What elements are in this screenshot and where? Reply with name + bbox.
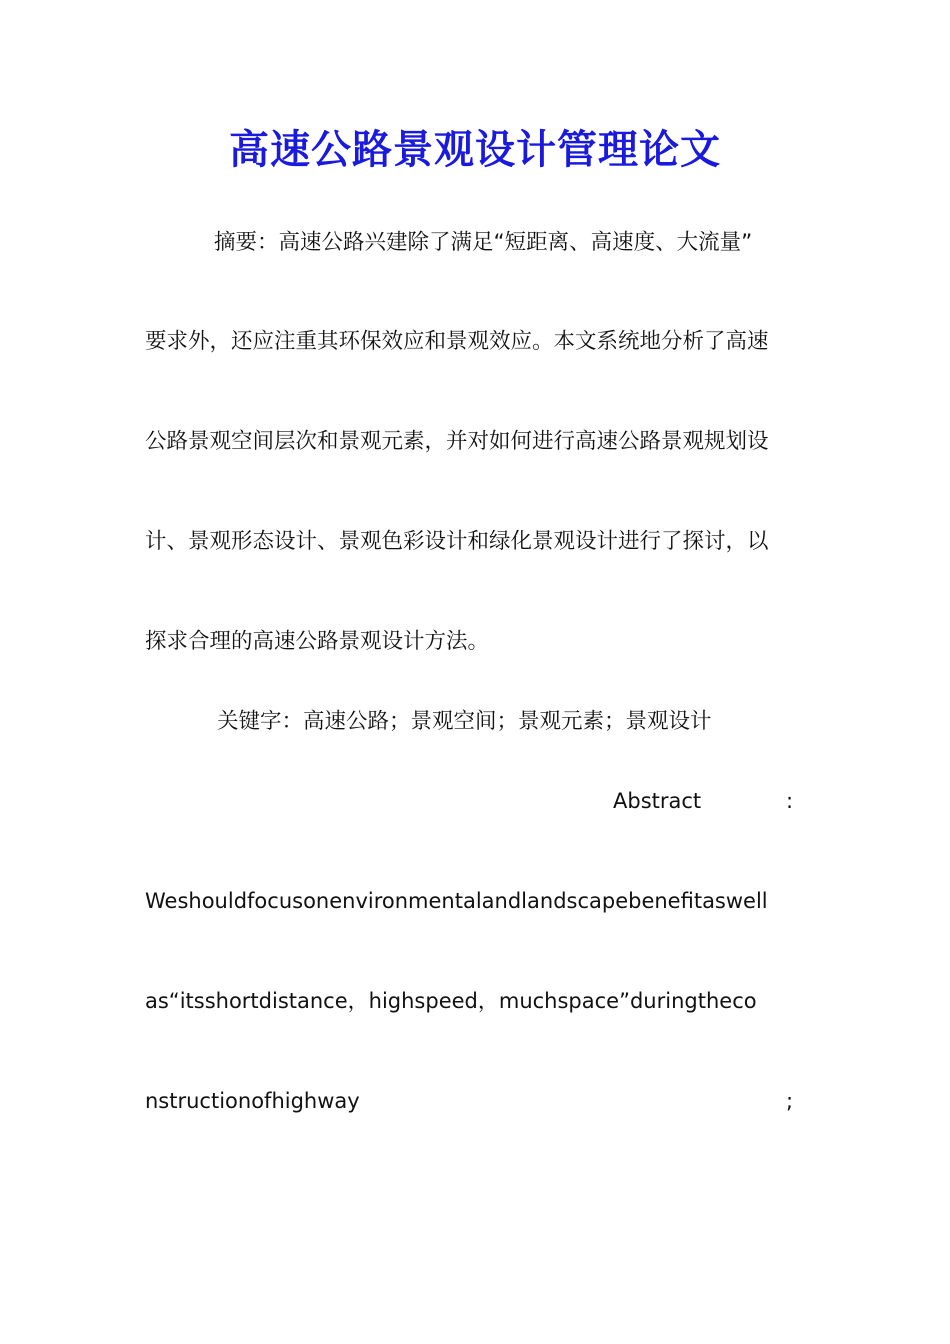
document-title: 高速公路景观设计管理论文 [229,126,721,173]
abstract-en-line-3: nstructionofhighway [145,1089,360,1113]
abstract-cn-line-2: 要求外，还应注重其环保效应和景观效应。本文系统地分析了高速 [145,329,769,354]
abstract-cn-line-5: 探求合理的高速公路景观设计方法。 [145,629,490,654]
abstract-cn-line-4: 计、景观形态设计、景观色彩设计和绿化景观设计进行了探讨，以 [145,529,769,554]
abstract-cn-line-1: 摘要：高速公路兴建除了满足“短距离、高速度、大流量” [214,230,753,255]
abstract-en-line-1: Weshouldfocusonenvironmentalandlandscapebenefitaswell [145,889,768,913]
abstract-en-semicolon: ; [786,1089,794,1113]
keywords-line: 关键字：高速公路；景观空间；景观元素；景观设计 [217,709,712,734]
abstract-en-line-2: as“itsshortdistance，highspeed，muchspace”duringtheco [145,989,757,1013]
abstract-en-colon: : [786,789,794,813]
abstract-en-label: Abstract [613,789,702,813]
abstract-cn-line-3: 公路景观空间层次和景观元素，并对如何进行高速公路景观规划设 [145,429,769,454]
